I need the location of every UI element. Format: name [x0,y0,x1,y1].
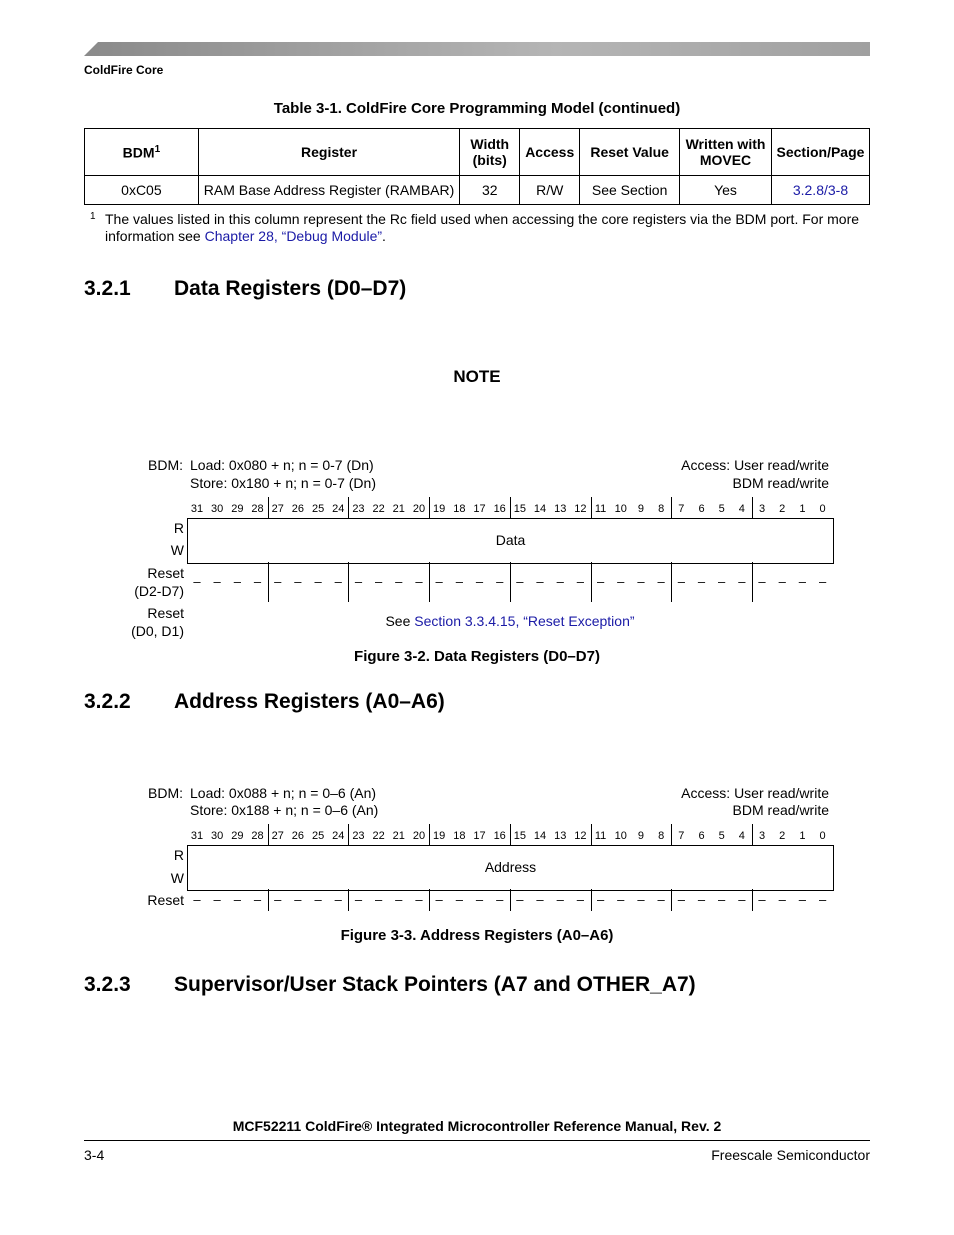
fig2-field-address: Address [484,859,537,875]
reset-dash: – [455,892,463,907]
bit-number: 20 [412,830,426,842]
reset-dash: – [798,892,806,907]
bit-number: 30 [211,830,224,842]
header-register: Register [198,129,459,176]
fig2-store: Store: 0x188 + n; n = 0–6 (An) [190,802,379,818]
bit-number: 7 [678,503,685,515]
header-bdm: BDM$^1$ [85,129,199,176]
fig1-store: Store: 0x180 + n; n = 0-7 (Dn) [190,475,376,491]
cell-movec: Yes [680,176,772,205]
bit-number: 4 [738,503,745,515]
reset-dash: – [415,574,423,589]
reset-dash: – [274,892,282,907]
bit-number: 19 [433,503,446,515]
bit-number: 8 [658,830,665,842]
nibble-tick [591,824,592,845]
fig2-bdm-label: BDM: [148,785,183,801]
reset-dash: – [596,892,605,907]
reset-dash: – [435,574,443,589]
cell-width: 32 [460,176,520,205]
reset-dash: – [496,892,504,907]
header-movec: Written with MOVEC [680,129,772,176]
bit-number: 6 [698,830,705,842]
bit-number: 9 [637,503,645,515]
header-bar [84,42,870,56]
nibble-tick [591,497,592,518]
footer-rule [84,1140,870,1141]
reset-dash: – [253,892,262,907]
reset-dash: – [253,574,262,589]
nibble-tick [429,824,430,845]
bit-number: 10 [614,503,627,515]
bit-number: 8 [658,503,665,515]
fig2-reset-label: Reset [147,892,184,908]
fig2-caption: Figure 3-3. Address Registers (A0–A6) [340,927,614,944]
reset-dash: – [374,574,383,589]
footnote-mark: 1 [90,211,96,222]
table-header-row [85,129,870,176]
reset-dash: – [334,892,342,907]
reset-dash: – [576,892,585,907]
reset-dash: – [677,574,685,589]
reset-dash: – [798,574,806,589]
bit-number: 13 [554,830,567,842]
reset-dash: – [637,892,645,907]
bit-number: 5 [718,830,725,842]
bit-number: 3 [758,830,766,842]
reset-dash: – [193,574,201,589]
section-heading-3-2-2: 3.2.2 Address Registers (A0–A6) [84,690,445,713]
bit-number: 24 [332,830,345,842]
reset-dash: – [233,574,241,589]
reset-dash: – [596,574,605,589]
bit-number: 23 [352,830,365,842]
footnote-end: . [382,228,386,244]
bit-number: 20 [412,503,426,515]
bit-number: 14 [533,830,547,842]
fig2-access-user: Access: User read/write [681,785,829,801]
bit-number: 0 [819,503,826,515]
bit-number: 15 [513,830,526,842]
reset-dash: – [354,892,363,907]
reset-dash: – [637,574,645,589]
bit-number: 3 [758,503,766,515]
bit-number: 22 [372,830,385,842]
bit-number: 31 [190,503,204,515]
cell-register: RAM Base Address Register (RAMBAR) [198,176,459,205]
bit-number: 0 [819,830,826,842]
bit-number: 25 [311,503,325,515]
footer-page-number: 3-4 [84,1147,105,1163]
reset-dash: – [516,892,524,907]
bit-number: 17 [473,503,486,515]
reset-dash: – [818,574,827,589]
reset-dash: – [536,574,544,589]
fig1-register-box [187,518,834,564]
bit-number: 4 [738,830,745,842]
nibble-tick [348,824,349,845]
section-heading-3-2-3: 3.2.3 Supervisor/User Stack Pointers (A7 and OTHER_A7) [84,973,696,996]
reset-dash: – [818,892,827,907]
reset-dash: – [657,892,665,907]
reset-dash: – [617,892,625,907]
bit-number: 16 [493,503,506,515]
reset-dash: – [475,892,484,907]
reset-dash: – [758,574,766,589]
bit-number: 7 [678,830,685,842]
bit-number: 14 [533,503,547,515]
cell-access: R/W [520,176,580,205]
nibble-tick [429,497,430,518]
reset-dash: – [738,574,746,589]
fig1-caption: Figure 3-2. Data Registers (D0–D7) [354,648,600,665]
bit-number: 11 [594,503,607,515]
bit-number: 6 [698,503,705,515]
bit-number: 18 [453,503,466,515]
reset-dash: – [314,892,322,907]
header-width: Width (bits) [460,129,520,176]
nibble-tick [671,497,672,518]
reset-dash: – [193,892,201,907]
note-heading: NOTE [453,367,501,386]
fig2-load: Load: 0x088 + n; n = 0–6 (An) [190,785,377,801]
bit-number: 26 [291,830,305,842]
fig1-access-user: Access: User read/write [681,457,829,473]
fig1-reset-dashes [187,574,833,588]
reset-dash: – [556,574,564,589]
bit-number: 23 [352,503,365,515]
reset-dash: – [576,574,585,589]
reset-dash: – [657,574,665,589]
reset-dash: – [294,892,302,907]
reset-dash: – [738,892,746,907]
debug-module-link[interactable]: Chapter 28, “Debug Module” [204,228,383,244]
programming-model-table [84,128,870,205]
bit-number: 1 [799,830,806,842]
bit-number: 12 [574,830,587,842]
reset-dash: – [617,574,625,589]
nibble-tick [510,497,511,518]
bit-number: 18 [453,830,466,842]
nibble-tick [268,824,269,845]
header-reset-value: Reset Value [580,129,680,176]
reset-dash: – [314,574,322,589]
footer-manual-title: MCF52211 ColdFire® Integrated Microcontroller Reference Manual, Rev. 2 [232,1118,722,1134]
fig2-access-bdm: BDM read/write [732,802,829,818]
bit-number: 1 [799,503,806,515]
fig1-field-data: Data [495,532,526,548]
reset-dash: – [718,574,726,589]
bit-number: 5 [718,503,725,515]
fig1-reset-d0d1: Reset (D0, D1) [131,605,184,639]
reset-dash: – [455,574,463,589]
reset-dash: – [475,574,484,589]
reset-exception-link[interactable]: Section 3.3.4.15, “Reset Exception” [414,613,635,629]
reset-dash: – [334,574,342,589]
table-row [85,176,870,205]
bit-number: 30 [211,503,224,515]
reset-dash: – [435,892,443,907]
reset-dash: – [274,574,282,589]
bit-number: 27 [271,830,284,842]
cell-reset: See Section [580,176,680,205]
bit-number: 9 [637,830,645,842]
fig2-w-label: W [170,870,184,886]
bit-number: 27 [271,503,284,515]
bit-number: 13 [554,503,567,515]
nibble-tick [671,824,672,845]
fig1-load: Load: 0x080 + n; n = 0-7 (Dn) [190,457,374,473]
reset-dash: – [697,892,706,907]
footnote-text: The values listed in this column represent the Rc field used when accessing the core registers via the BDM port. For more information see [105,211,860,244]
bit-number: 29 [231,830,244,842]
running-title: ColdFire Core [84,63,164,77]
table-footnote [84,211,870,245]
reset-dash: – [718,892,726,907]
bit-number: 19 [433,830,446,842]
reset-dash: – [778,574,786,589]
fig1-see-reset: See Section 3.3.4.15, “Reset Exception” [385,613,635,629]
bit-number: 21 [392,503,405,515]
nibble-tick [752,824,753,845]
reset-dash: – [395,892,403,907]
nibble-tick [752,497,753,518]
reset-dash: – [697,574,706,589]
bit-number: 2 [779,503,786,515]
reset-dash: – [415,892,423,907]
reset-dash: – [213,574,221,589]
bit-number: 31 [190,830,204,842]
bit-number: 22 [372,503,385,515]
reset-dash: – [758,892,766,907]
reset-dash: – [496,574,504,589]
bit-number: 16 [493,830,506,842]
section-heading-3-2-1: 3.2.1 Data Registers (D0–D7) [84,277,407,300]
bit-number: 2 [779,830,786,842]
header-section-page: Section/Page [771,129,869,176]
bit-number: 12 [574,503,587,515]
reset-dash: – [677,892,685,907]
bit-number: 24 [332,503,345,515]
bit-number: 28 [251,503,264,515]
reset-dash: – [374,892,383,907]
bit-number: 28 [251,830,264,842]
fig2-r-label: R [173,847,184,863]
reset-dash: – [213,892,221,907]
reset-dash: – [536,892,544,907]
fig1-w-label: W [170,542,184,558]
reset-dash: – [233,892,241,907]
fig1-reset-d2d7: Reset (D2-D7) [134,565,184,599]
nibble-tick [510,824,511,845]
bit-number: 11 [594,830,607,842]
bit-number: 29 [231,503,244,515]
nibble-tick [268,497,269,518]
reset-dash: – [556,892,564,907]
reset-dash: – [516,574,524,589]
reset-dash: – [395,574,403,589]
fig2-register-box [187,845,834,891]
fig1-access-bdm: BDM read/write [732,475,829,491]
header-access: Access [520,129,580,176]
bit-number: 21 [392,830,405,842]
reset-dash: – [778,892,786,907]
nibble-tick [348,497,349,518]
fig1-r-label: R [173,520,184,536]
footer-company: Freescale Semiconductor [711,1147,870,1163]
bit-number: 26 [291,503,305,515]
bit-number: 15 [513,503,526,515]
cell-section-link[interactable]: 3.2.8/3-8 [771,176,869,205]
fig2-reset-dashes [187,892,833,906]
reset-dash: – [354,574,363,589]
cell-bdm: 0xC05 [85,176,199,205]
bit-number: 25 [311,830,325,842]
bit-number: 10 [614,830,627,842]
bit-number: 17 [473,830,486,842]
fig1-bdm-label: BDM: [148,457,183,473]
reset-dash: – [294,574,302,589]
table-caption: Table 3-1. ColdFire Core Programming Model (continued) [273,100,681,117]
